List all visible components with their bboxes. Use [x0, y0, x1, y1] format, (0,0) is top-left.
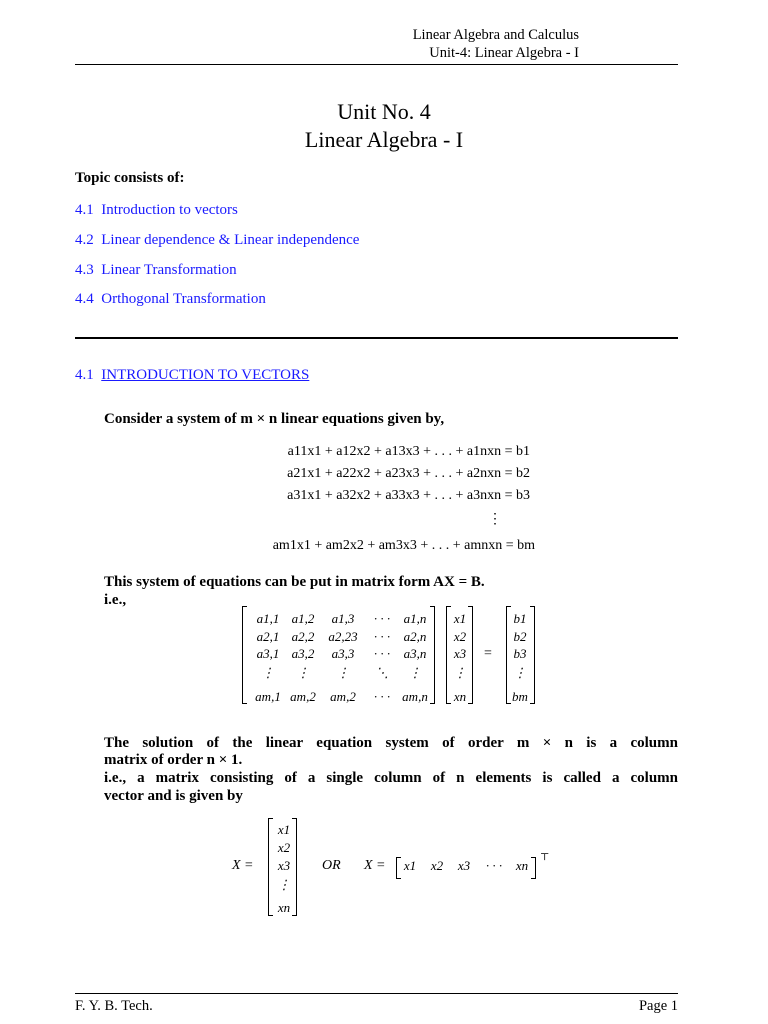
topic-label: Linear dependence & Linear independence	[101, 232, 360, 248]
topic-number: 4.4	[75, 291, 94, 307]
matrix-a-cell: a2,23	[328, 629, 358, 644]
matrix-a-cell: am,2	[290, 689, 316, 704]
section-title: INTRODUCTION TO VECTORS	[101, 367, 310, 383]
matrix-a-cell: a3,n	[403, 646, 427, 661]
x-column-cell: x3	[277, 858, 291, 873]
x-row-cell: x1	[403, 858, 417, 873]
vector-x-cell: xn	[453, 689, 467, 704]
topic-number: 4.2	[75, 232, 94, 248]
title-unit-number: Unit No. 4	[337, 99, 431, 124]
x-def-lhs-2: X =	[364, 858, 386, 873]
matrix-a-cell: · · ·	[373, 629, 391, 644]
title-unit-name: Linear Algebra - I	[304, 127, 464, 152]
matrix-a-cell: a2,2	[291, 629, 315, 644]
vector-b-left-bracket	[506, 606, 511, 704]
topic-link-4-4[interactable]	[75, 291, 266, 308]
section-number: 4.1	[75, 367, 94, 383]
x-row-cell: xn	[515, 858, 529, 873]
header-course: Linear Algebra and Calculus	[412, 27, 579, 43]
matrix-a-cell: · · ·	[373, 611, 391, 626]
matrix-a-cell: a3,3	[331, 646, 355, 661]
vector-b-right-bracket	[530, 606, 535, 704]
topic-label: Orthogonal Transformation	[101, 291, 266, 307]
x-row-cell: x3	[457, 858, 471, 873]
vector-x-cell: ⋮	[453, 665, 467, 680]
x-row-cell: · · ·	[485, 858, 503, 873]
footer-page-number: Page 1	[638, 998, 678, 1014]
matrix-a-cell: ⋮	[261, 665, 275, 680]
solution-paragraph-line-4: vector and is given by	[104, 788, 243, 804]
vector-x-right-bracket	[468, 606, 473, 704]
topic-link-4-2[interactable]	[75, 232, 359, 249]
matrix-a-cell: am,1	[255, 689, 281, 704]
matrix-a-left-bracket	[242, 606, 247, 704]
x-row-left-bracket	[396, 857, 401, 879]
x-column-cell: xn	[277, 900, 291, 915]
section-heading[interactable]	[75, 367, 309, 384]
topics-heading: Topic consists of:	[75, 170, 185, 186]
footer-rule	[75, 993, 678, 994]
solution-paragraph-line-2: matrix of order n × 1.	[104, 752, 243, 768]
intro-paragraph: Consider a system of m × n linear equations given by,	[104, 411, 445, 427]
solution-paragraph-line-3: i.e., a matrix consisting of a single column of n elements is called a column	[104, 770, 678, 786]
matrix-form-paragraph: This system of equations can be put in matrix form AX = B.	[104, 574, 485, 590]
vector-b-cell: b2	[513, 629, 527, 644]
matrix-a-cell: am,n	[402, 689, 428, 704]
matrix-a-cell: ⋱	[375, 665, 389, 680]
matrix-a-cell: a1,n	[403, 611, 427, 626]
header-rule	[75, 64, 678, 65]
matrix-a-cell: · · ·	[373, 646, 391, 661]
x-def-lhs: X =	[232, 858, 254, 873]
vector-x-cell: x3	[453, 646, 467, 661]
matrix-a-cell: am,2	[330, 689, 356, 704]
transpose-symbol: ⊤	[540, 852, 550, 863]
vector-x-cell: x1	[453, 611, 467, 626]
section-rule	[75, 337, 678, 339]
equals-sign: =	[484, 646, 492, 661]
equation-row-3: a31x1 + a32x2 + a33x3 + . . . + a3nxn = b3	[287, 488, 530, 503]
ie-label: i.e.,	[104, 592, 127, 608]
vector-b-cell: b1	[513, 611, 527, 626]
matrix-a-cell: ⋮	[408, 665, 422, 680]
matrix-a-cell: a1,2	[291, 611, 315, 626]
matrix-a-cell: a3,2	[291, 646, 315, 661]
matrix-a-cell: a2,n	[403, 629, 427, 644]
x-row-cell: x2	[430, 858, 444, 873]
x-column-cell: x1	[277, 822, 291, 837]
equation-row-1: a11x1 + a12x2 + a13x3 + . . . + a1nxn = b1	[287, 444, 530, 459]
x-col-right-bracket	[292, 818, 297, 916]
equation-row-2: a21x1 + a22x2 + a23x3 + . . . + a2nxn = b2	[287, 466, 530, 481]
x-column-cell: ⋮	[277, 877, 291, 892]
matrix-a-cell: ⋮	[296, 665, 310, 680]
header-unit: Unit-4: Linear Algebra - I	[429, 45, 579, 61]
matrix-a-cell: a3,1	[256, 646, 280, 661]
equation-vdots: ⋮	[488, 512, 502, 527]
equation-row-m: am1x1 + am2x2 + am3x3 + . . . + amnxn = bm	[272, 538, 535, 553]
vector-b-cell: b3	[513, 646, 527, 661]
matrix-a-cell: ⋮	[336, 665, 350, 680]
vector-b-cell: bm	[512, 689, 528, 704]
matrix-a-right-bracket	[430, 606, 435, 704]
topic-label: Linear Transformation	[101, 262, 237, 278]
matrix-a-cell: a2,1	[256, 629, 280, 644]
topic-label: Introduction to vectors	[101, 202, 238, 218]
topic-number: 4.3	[75, 262, 94, 278]
matrix-a-cell: a1,1	[256, 611, 280, 626]
topic-link-4-3[interactable]	[75, 262, 237, 279]
matrix-a-cell: a1,3	[331, 611, 355, 626]
topic-number: 4.1	[75, 202, 94, 218]
x-column-cell: x2	[277, 840, 291, 855]
or-label: OR	[322, 858, 341, 873]
vector-x-left-bracket	[446, 606, 451, 704]
footer-course: F. Y. B. Tech.	[75, 998, 153, 1014]
vector-b-cell: ⋮	[513, 665, 527, 680]
x-row-right-bracket	[531, 857, 536, 879]
vector-x-cell: x2	[453, 629, 467, 644]
matrix-a-cell: · · ·	[373, 689, 391, 704]
solution-paragraph-line-1: The solution of the linear equation system of order m × n is a column	[104, 735, 678, 751]
topic-link-4-1[interactable]	[75, 202, 238, 219]
x-col-left-bracket	[268, 818, 273, 916]
